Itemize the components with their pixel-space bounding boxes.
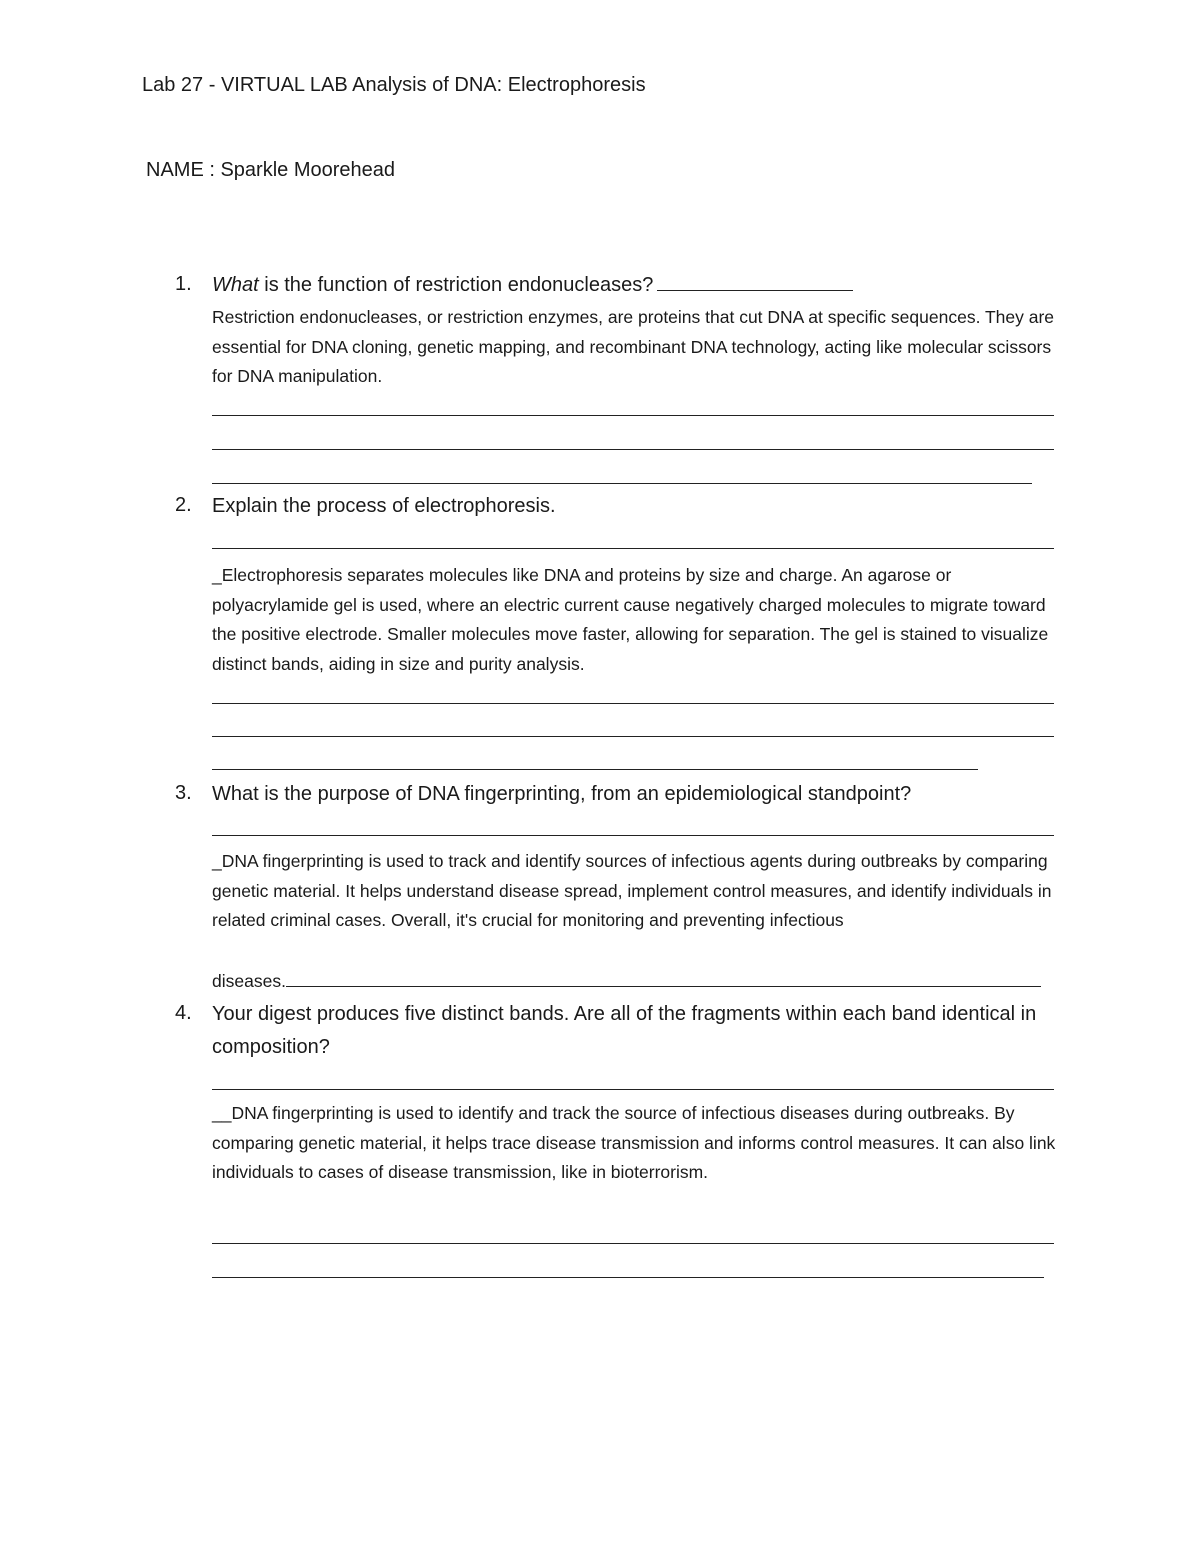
answer-3: _DNA fingerprinting is used to track and identify sources of infectious agents during outbreaks by comparing genetic material. It helps understand disease spread, implement control measures, and identify individuals in related criminal cases. Overall, it's crucial for monitoring and preventing infectious bbox=[212, 851, 1052, 930]
answer-3-tail bbox=[212, 967, 1062, 997]
question-4-rule bbox=[212, 1089, 1054, 1090]
question-1-text bbox=[212, 269, 1052, 302]
answer-2: _Electrophoresis separates molecules like DNA and proteins by size and charge. An agarose or polyacrylamide gel is used, where an electric current cause negatively charged molecules to migrate toward the positive electrode. Smaller molecules move faster, allowing for separation. The gel is stained to visualize distinct bands, aiding in size and purity analysis. bbox=[212, 565, 1049, 674]
document-title: Lab 27 - VIRTUAL LAB Analysis of DNA: Electrophoresis bbox=[142, 74, 646, 96]
answer-2-rule-2 bbox=[212, 736, 1054, 737]
answer-2-rule-3 bbox=[212, 769, 978, 770]
question-1-text-rest: is the function of restriction endonucleases? bbox=[258, 274, 654, 296]
question-3-rule bbox=[212, 835, 1054, 836]
question-2-text: Explain the process of electrophoresis. bbox=[212, 495, 556, 517]
answer-1-rule-2 bbox=[212, 449, 1054, 450]
answer-3-tail-text: diseases. bbox=[212, 971, 286, 991]
answer-1-rule-3 bbox=[212, 483, 1032, 484]
question-1-number: 1. bbox=[175, 273, 192, 295]
answer-1: Restriction endonucleases, or restriction enzymes, are proteins that cut DNA at specific sequences. They are essential for DNA cloning, genetic mapping, and recombinant DNA technology, acting like molecular scissors for DNA manipulation. bbox=[212, 307, 1055, 386]
question-4-number: 4. bbox=[175, 1002, 192, 1024]
student-name: NAME : Sparkle Moorehead bbox=[146, 159, 396, 181]
question-2-rule bbox=[212, 548, 1054, 549]
answer-3-tail-blank bbox=[286, 968, 1041, 987]
answer-4-rule-2 bbox=[212, 1277, 1044, 1278]
answer-1-rule-1 bbox=[212, 415, 1054, 416]
question-3-text: What is the purpose of DNA fingerprinting, from an epidemiological standpoint? bbox=[212, 783, 912, 805]
question-2-number: 2. bbox=[175, 494, 192, 516]
question-1-emphasis: What bbox=[212, 274, 259, 296]
question-3-number: 3. bbox=[175, 782, 192, 804]
answer-4: __DNA fingerprinting is used to identify and track the source of infectious diseases during outbreaks. By comparing genetic material, it helps trace disease transmission and informs control measures. It can also link individuals to cases of disease transmission, like in bioterrorism. bbox=[212, 1103, 1056, 1182]
question-1-blank bbox=[657, 270, 853, 291]
answer-4-rule-1 bbox=[212, 1243, 1054, 1244]
question-4-text: Your digest produces five distinct bands. Are all of the fragments within each band identical in composition? bbox=[212, 1003, 1037, 1058]
answer-2-rule-1 bbox=[212, 703, 1054, 704]
